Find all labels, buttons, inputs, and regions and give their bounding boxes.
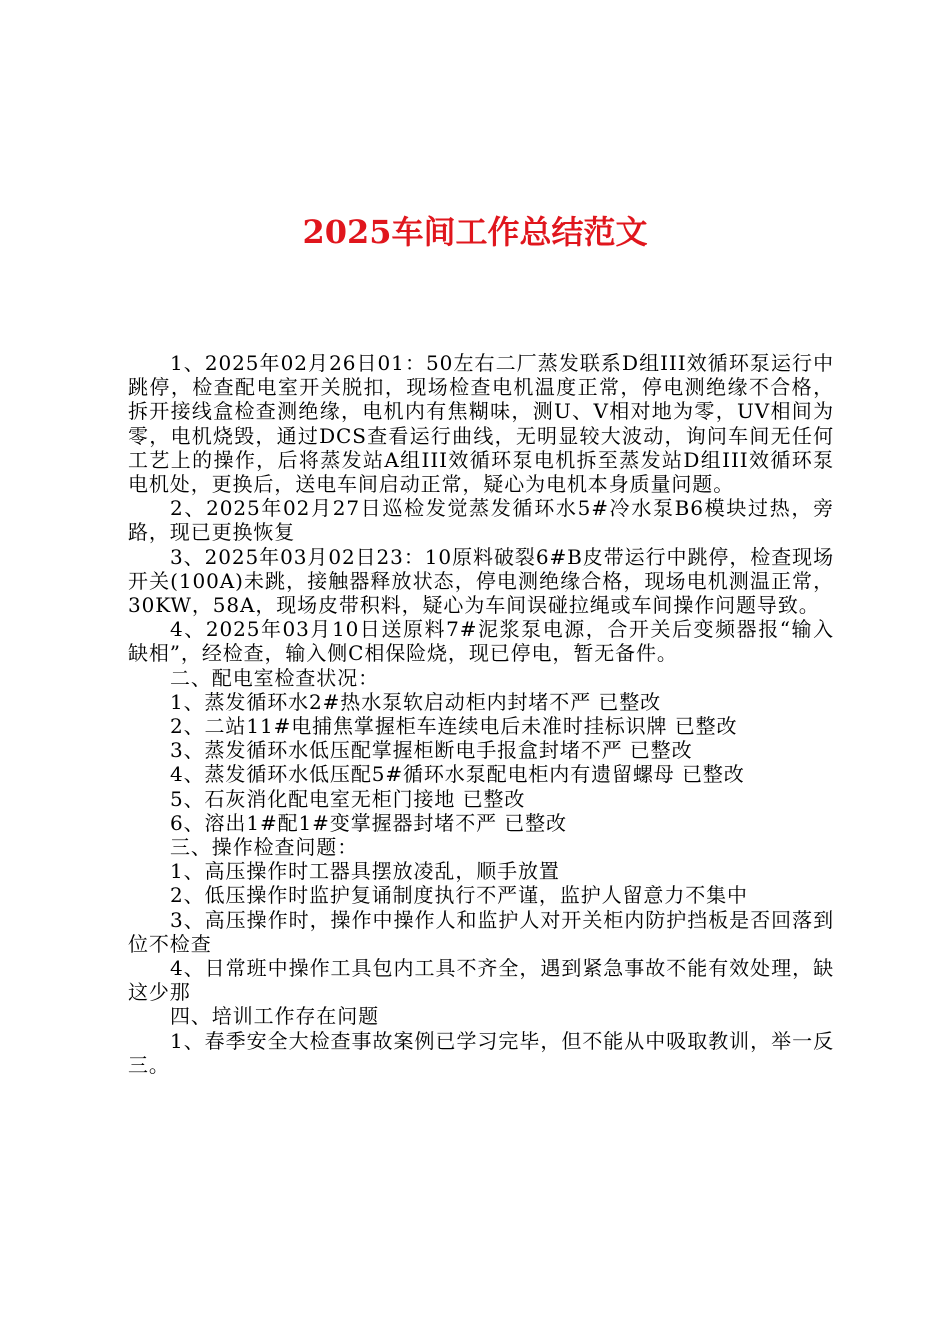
paragraph-incident-3: 3、2025年03月02日23：10原料破裂6#B皮带运行中跳停，检查现场开关(100A)未跳，接触器释放状态，停电测绝缘合格，现场电机测温正常，30KW，58A，现场皮带积料，疑心为车间误碰拉绳或车间操作问题导致。 — [128, 544, 834, 618]
list-item: 6、溶出1#配1#变掌握器封堵不严 已整改 — [170, 810, 567, 835]
list-item: 1、春季安全大检查事故案例已学习完毕，但不能从中吸取教训，举一反三。 — [128, 1028, 834, 1077]
list-item: 4、日常班中操作工具包内工具不齐全，遇到紧急事故不能有效处理，缺这少那 — [128, 956, 834, 1005]
list-item: 3、蒸发循环水低压配掌握柜断电手报盒封堵不严 已整改 — [170, 738, 693, 763]
paragraph-incident-4: 4、2025年03月10日送原料7#泥浆泵电源，合开关后变频器报“输入缺相”，经检查，输入侧C相保险烧，现已停电，暂无备件。 — [128, 617, 834, 666]
document-body — [128, 351, 834, 1077]
list-item: 1、高压操作时工器具摆放凌乱，顺手放置 — [170, 859, 560, 884]
list-item: 5、石灰消化配电室无柜门接地 已整改 — [170, 786, 526, 811]
document-title: 2025车间工作总结范文 — [302, 213, 648, 251]
list-item: 2、二站11#电捕焦掌握柜车连续电后未准时挂标识牌 已整改 — [170, 714, 738, 739]
list-item: 1、蒸发循环水2#热水泵软启动柜内封堵不严 已整改 — [170, 689, 662, 714]
list-item: 4、蒸发循环水低压配5#循环水泵配电柜内有遗留螺母 已整改 — [170, 762, 745, 787]
section-heading-distribution-room: 二、配电室检查状况： — [170, 665, 379, 690]
paragraph-incident-1: 1、2025年02月26日01：50左右二厂蒸发联系D组III效循环泵运行中跳停，检查配电室开关脱扣，现场检查电机温度正常，停电测绝缘不合格，拆开接线盒检查测绝缘，电机内有焦糊味，测U、V相对地为零，UV相间为零，电机烧毁，通过DCS查看运行曲线，无明显较大波动，询问车间无任何工艺上的操作，后将蒸发站A组III效循环泵电机拆至蒸发站D组III效循环泵电机处，更换后，送电车间启动正常，疑心为电机本身质量问题。 — [128, 351, 834, 497]
paragraph-incident-2: 2、2025年02月27日巡检发觉蒸发循环水5#冷水泵B6模块过热，旁路，现已更换恢复 — [128, 496, 834, 545]
section-heading-operation-issues: 三、操作检查问题： — [170, 835, 359, 860]
section-heading-training-issues: 四、培训工作存在问题 — [170, 1004, 379, 1029]
list-item: 3、高压操作时，操作中操作人和监护人对开关柜内防护挡板是否回落到位不检查 — [128, 907, 834, 956]
list-item: 2、低压操作时监护复诵制度执行不严谨，监护人留意力不集中 — [170, 883, 748, 908]
